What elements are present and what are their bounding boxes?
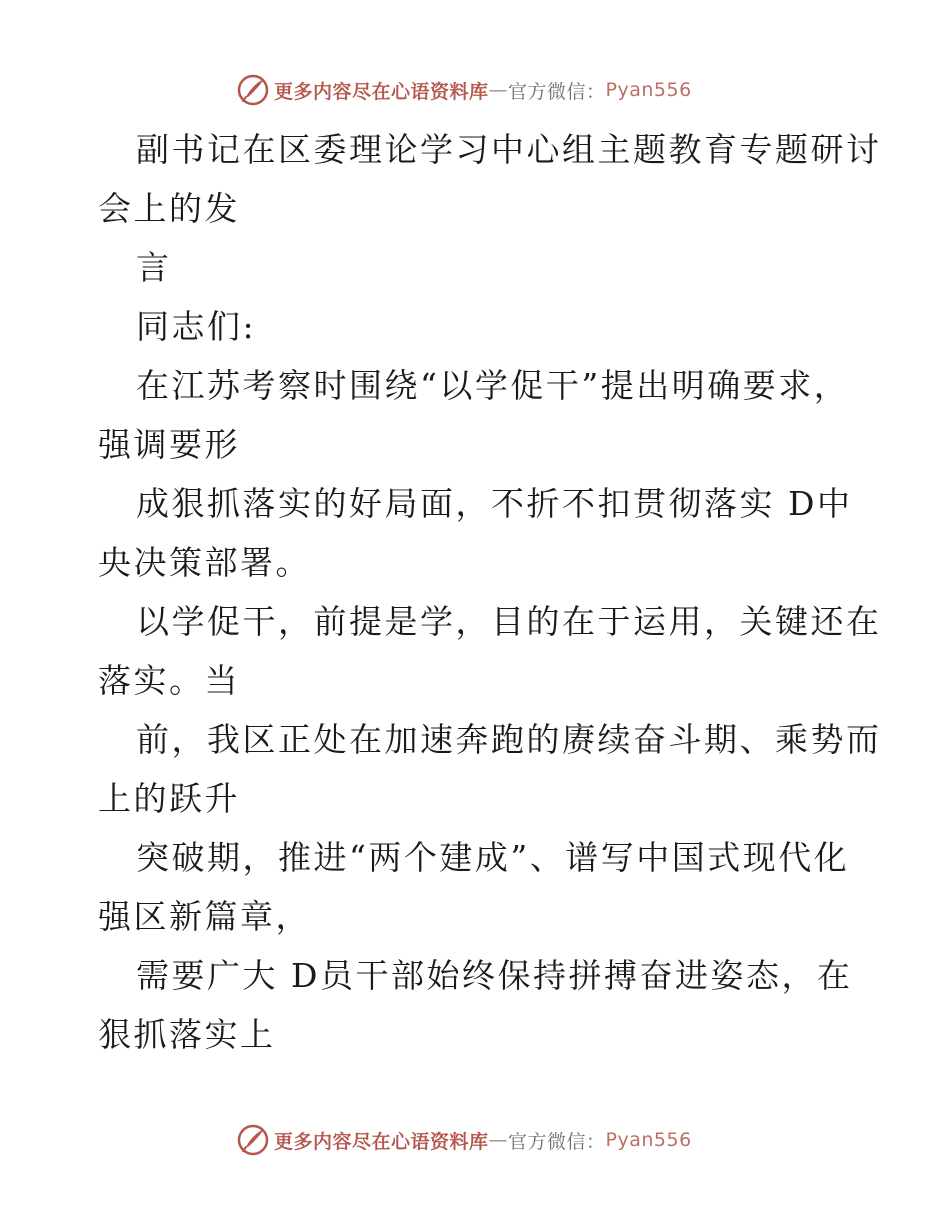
watermark-main-text: 更多内容尽在心语资料库 [274,1130,489,1153]
text-line: 上的跃升 [98,779,240,818]
text-line: 副书记在区委理论学习中心组主题教育专题研讨 [136,130,882,169]
header-watermark-banner [236,72,692,108]
watermark-separator: — [488,79,509,101]
watermark-wechat-id: Pyan556 [605,79,692,101]
text-line: 言 [136,248,172,287]
text-line: 会上的发 [98,189,240,228]
footer-watermark-banner [236,1122,692,1158]
text-line: 需要广大 D员干部始终保持拼搏奋进姿态，在 [136,956,853,995]
text-line: 以学促干，前提是学，目的在于运用，关键还在 [136,602,882,641]
text-line: 强区新篇章， [98,897,311,936]
text-line: 狠抓落实上 [98,1015,276,1054]
text-line: 同志们: [136,307,257,346]
document-body [98,120,882,1064]
text-line: 突破期，推进“两个建成”、谱写中国式现代化 [136,838,850,877]
text-line: 在江苏考察时围绕“以学促干”提出明确要求， [136,366,850,405]
watermark-wechat-label: 官方微信： [508,80,606,103]
watermark-separator: — [488,1129,509,1151]
quill-logo-icon [236,1123,270,1157]
quill-logo-icon [236,73,270,107]
text-line: 前，我区正处在加速奔跑的赓续奋斗期、乘势而 [136,720,882,759]
text-line: 成狠抓落实的好局面，不折不扣贯彻落实 D中 [136,484,853,523]
watermark-main-text: 更多内容尽在心语资料库 [274,80,489,103]
text-line: 落实。当 [98,661,240,700]
watermark-wechat-id: Pyan556 [605,1129,692,1151]
text-line: 央决策部署。 [98,543,311,582]
watermark-wechat-label: 官方微信： [508,1130,606,1153]
text-line: 强调要形 [98,425,240,464]
